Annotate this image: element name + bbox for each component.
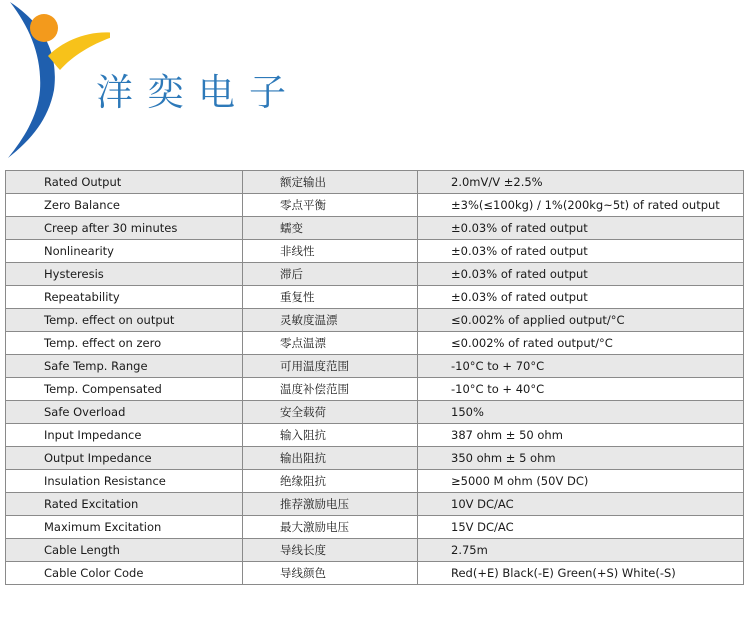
spec-row: [6, 240, 744, 263]
spec-name-zh: 输出阻抗: [243, 447, 418, 470]
spec-name-en: Temp. effect on zero: [6, 332, 243, 355]
spec-value: ±0.03% of rated output: [418, 286, 744, 309]
logo-yellow-swoosh: [48, 32, 110, 70]
company-name: 洋奕电子: [96, 71, 300, 114]
spec-value: Red(+E) Black(-E) Green(+S) White(-S): [418, 562, 744, 585]
spec-name-en: Input Impedance: [6, 424, 243, 447]
spec-name-en: Creep after 30 minutes: [6, 217, 243, 240]
spec-name-zh: 输入阻抗: [243, 424, 418, 447]
spec-row: [6, 332, 744, 355]
spec-value: 2.0mV/V ±2.5%: [418, 171, 744, 194]
spec-row: [6, 562, 744, 585]
spec-value: ≤0.002% of applied output/°C: [418, 309, 744, 332]
spec-name-zh: 零点平衡: [243, 194, 418, 217]
spec-name-en: Repeatability: [6, 286, 243, 309]
spec-name-zh: 推荐激励电压: [243, 493, 418, 516]
spec-row: [6, 493, 744, 516]
spec-name-zh: 额定输出: [243, 171, 418, 194]
spec-name-zh: 绝缘阻抗: [243, 470, 418, 493]
spec-table-body: [6, 171, 744, 585]
company-logo: [0, 0, 330, 160]
spec-value: 350 ohm ± 5 ohm: [418, 447, 744, 470]
spec-value: ±3%(≤100kg) / 1%(200kg~5t) of rated output: [418, 194, 744, 217]
spec-name-zh: 可用温度范围: [243, 355, 418, 378]
spec-name-zh: 灵敏度温漂: [243, 309, 418, 332]
spec-row: [6, 355, 744, 378]
spec-name-zh: 蠕变: [243, 217, 418, 240]
spec-value: -10°C to + 40°C: [418, 378, 744, 401]
spec-name-zh: 最大激励电压: [243, 516, 418, 539]
spec-value: ≥5000 M ohm (50V DC): [418, 470, 744, 493]
spec-name-en: Zero Balance: [6, 194, 243, 217]
spec-value: 10V DC/AC: [418, 493, 744, 516]
spec-name-zh: 安全载荷: [243, 401, 418, 424]
logo-orange-dot: [30, 14, 58, 42]
spec-value: 2.75m: [418, 539, 744, 562]
spec-name-zh: 重复性: [243, 286, 418, 309]
spec-value: 150%: [418, 401, 744, 424]
spec-value: ±0.03% of rated output: [418, 217, 744, 240]
spec-row: [6, 309, 744, 332]
spec-name-zh: 温度补偿范围: [243, 378, 418, 401]
spec-row: [6, 516, 744, 539]
spec-row: [6, 378, 744, 401]
spec-row: [6, 194, 744, 217]
spec-table: [5, 170, 744, 585]
spec-name-en: Cable Color Code: [6, 562, 243, 585]
spec-row: [6, 401, 744, 424]
spec-row: [6, 447, 744, 470]
spec-name-zh: 导线长度: [243, 539, 418, 562]
spec-value: -10°C to + 70°C: [418, 355, 744, 378]
spec-name-en: Hysteresis: [6, 263, 243, 286]
spec-name-en: Output Impedance: [6, 447, 243, 470]
spec-value: 15V DC/AC: [418, 516, 744, 539]
spec-name-en: Rated Excitation: [6, 493, 243, 516]
spec-name-en: Safe Temp. Range: [6, 355, 243, 378]
spec-value: 387 ohm ± 50 ohm: [418, 424, 744, 447]
spec-row: [6, 424, 744, 447]
logo-mark-icon: [0, 0, 110, 160]
spec-name-zh: 零点温漂: [243, 332, 418, 355]
spec-row: [6, 263, 744, 286]
spec-name-zh: 非线性: [243, 240, 418, 263]
spec-row: [6, 539, 744, 562]
spec-value: ±0.03% of rated output: [418, 240, 744, 263]
spec-name-en: Safe Overload: [6, 401, 243, 424]
spec-name-zh: 导线颜色: [243, 562, 418, 585]
spec-name-zh: 滞后: [243, 263, 418, 286]
spec-row: [6, 171, 744, 194]
spec-value: ±0.03% of rated output: [418, 263, 744, 286]
spec-row: [6, 286, 744, 309]
spec-name-en: Rated Output: [6, 171, 243, 194]
spec-row: [6, 470, 744, 493]
spec-name-en: Maximum Excitation: [6, 516, 243, 539]
spec-name-en: Insulation Resistance: [6, 470, 243, 493]
spec-name-en: Nonlinearity: [6, 240, 243, 263]
spec-value: ≤0.002% of rated output/°C: [418, 332, 744, 355]
spec-row: [6, 217, 744, 240]
spec-name-en: Cable Length: [6, 539, 243, 562]
spec-name-en: Temp. effect on output: [6, 309, 243, 332]
spec-name-en: Temp. Compensated: [6, 378, 243, 401]
